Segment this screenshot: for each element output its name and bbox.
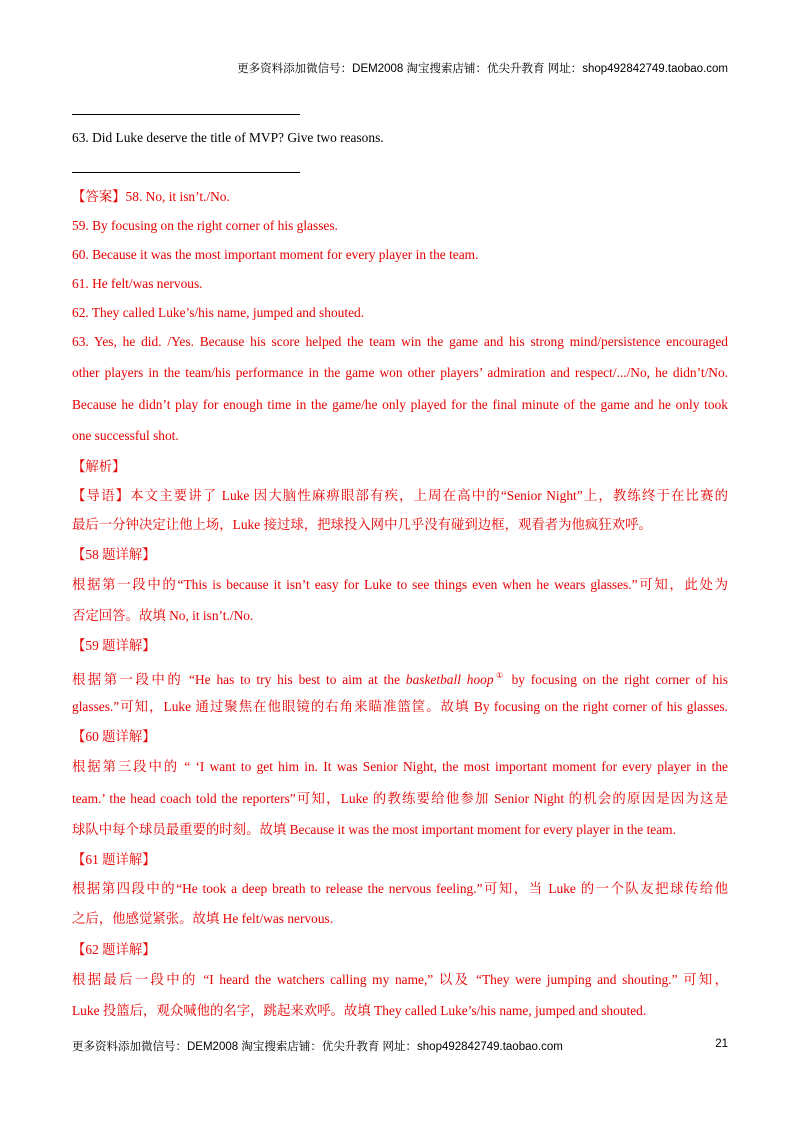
answer-63-line: other players in the team/his performance in the game won other players’ admiration and respect/.../No, he didn’t/No. bbox=[72, 365, 728, 380]
footnote-marker: ① bbox=[493, 671, 506, 680]
footer-text: 更多资料添加微信号：DEM2008 淘宝搜索店铺：优尖升教育 网址：shop492842749.taobao.com bbox=[72, 1041, 563, 1053]
heading-59: 【59 题详解】 bbox=[72, 638, 156, 653]
explanation-61: 根据第四段中的“He took a deep breath to release the nervous feeling.”可知，当 Luke 的一个队友把球传给他 bbox=[72, 881, 728, 896]
answer-58: 【答案】58. No, it isn’t./No. bbox=[72, 189, 230, 204]
page-number: 21 bbox=[715, 1038, 728, 1050]
page-header: 更多资料添加微信号：DEM2008 淘宝搜索店铺：优尖升教育 网址：shop492842749.taobao.com bbox=[237, 63, 728, 75]
explanation-58: 根据第一段中的“This is because it isn’t easy for Luke to see things even when he wears glasses.”可知，此处为 bbox=[72, 577, 728, 592]
answer-63-line: 63. Yes, he did. /Yes. Because his score helped the team win the game and his strong mind/persistence encouraged bbox=[72, 334, 728, 349]
answer-63-line: Because he didn’t play for enough time in the game/he only played for the final minute of the game and he only took bbox=[72, 397, 728, 412]
analysis-title: 【解析】 bbox=[72, 459, 126, 474]
explanation-61: 之后，他感觉紧张。故填 He felt/was nervous. bbox=[72, 911, 334, 926]
answer-62: 62. They called Luke’s/his name, jumped and shouted. bbox=[72, 305, 365, 320]
answer-63-line: one successful shot. bbox=[72, 428, 179, 443]
explanation-62: 根据最后一段中的 “I heard the watchers calling my name,” 以及 “They were jumping and shouting.” 可知， bbox=[72, 972, 728, 987]
question-63: 63. Did Luke deserve the title of MVP? Give two reasons. bbox=[72, 130, 384, 145]
explanation-58: 否定回答。故填 No, it isn’t./No. bbox=[72, 608, 254, 623]
page-footer bbox=[72, 1038, 728, 1054]
explanation-60: team.’ the head coach told the reporters”可知，Luke 的教练要给他参加 Senior Night 的机会的原因是因为这是 bbox=[72, 791, 728, 806]
explanation-59: 根据第一段中的 “He has to try his best to aim at the basketball hoop① by focusing on the right corner of his bbox=[72, 671, 729, 687]
guide-line: 最后一分钟决定让他上场，Luke 接过球，把球投入网中几乎没有碰到边框，观看者为他疯狂欢呼。 bbox=[72, 517, 652, 532]
explanation-60: 根据第三段中的 “ ‘I want to get him in. It was Senior Night, the most important moment for every player in the bbox=[72, 759, 728, 774]
heading-62: 【62 题详解】 bbox=[72, 942, 156, 957]
answer-59: 59. By focusing on the right corner of his glasses. bbox=[72, 218, 338, 233]
answer-61: 61. He felt/was nervous. bbox=[72, 276, 203, 291]
heading-58: 【58 题详解】 bbox=[72, 547, 156, 562]
answer-blank-line bbox=[72, 172, 300, 173]
answer-60: 60. Because it was the most important moment for every player in the team. bbox=[72, 247, 479, 262]
explanation-60: 球队中每个球员最重要的时刻。故填 Because it was the most important moment for every player in the team. bbox=[72, 822, 676, 837]
heading-61: 【61 题详解】 bbox=[72, 852, 156, 867]
heading-60: 【60 题详解】 bbox=[72, 729, 156, 744]
explanation-59: glasses.”可知，Luke 通过聚焦在他眼镜的右角来瞄准篮筐。故填 By focusing on the right corner of his glasses. bbox=[72, 699, 728, 714]
guide-line: 【导语】本文主要讲了 Luke 因大脑性麻痹眼部有疾，上周在高中的“Senior Night”上，教练终于在比赛的 bbox=[72, 488, 728, 503]
answer-blank-line bbox=[72, 114, 300, 115]
explanation-62: Luke 投篮后，观众喊他的名字，跳起来欢呼。故填 They called Luke’s/his name, jumped and shouted. bbox=[72, 1003, 647, 1018]
